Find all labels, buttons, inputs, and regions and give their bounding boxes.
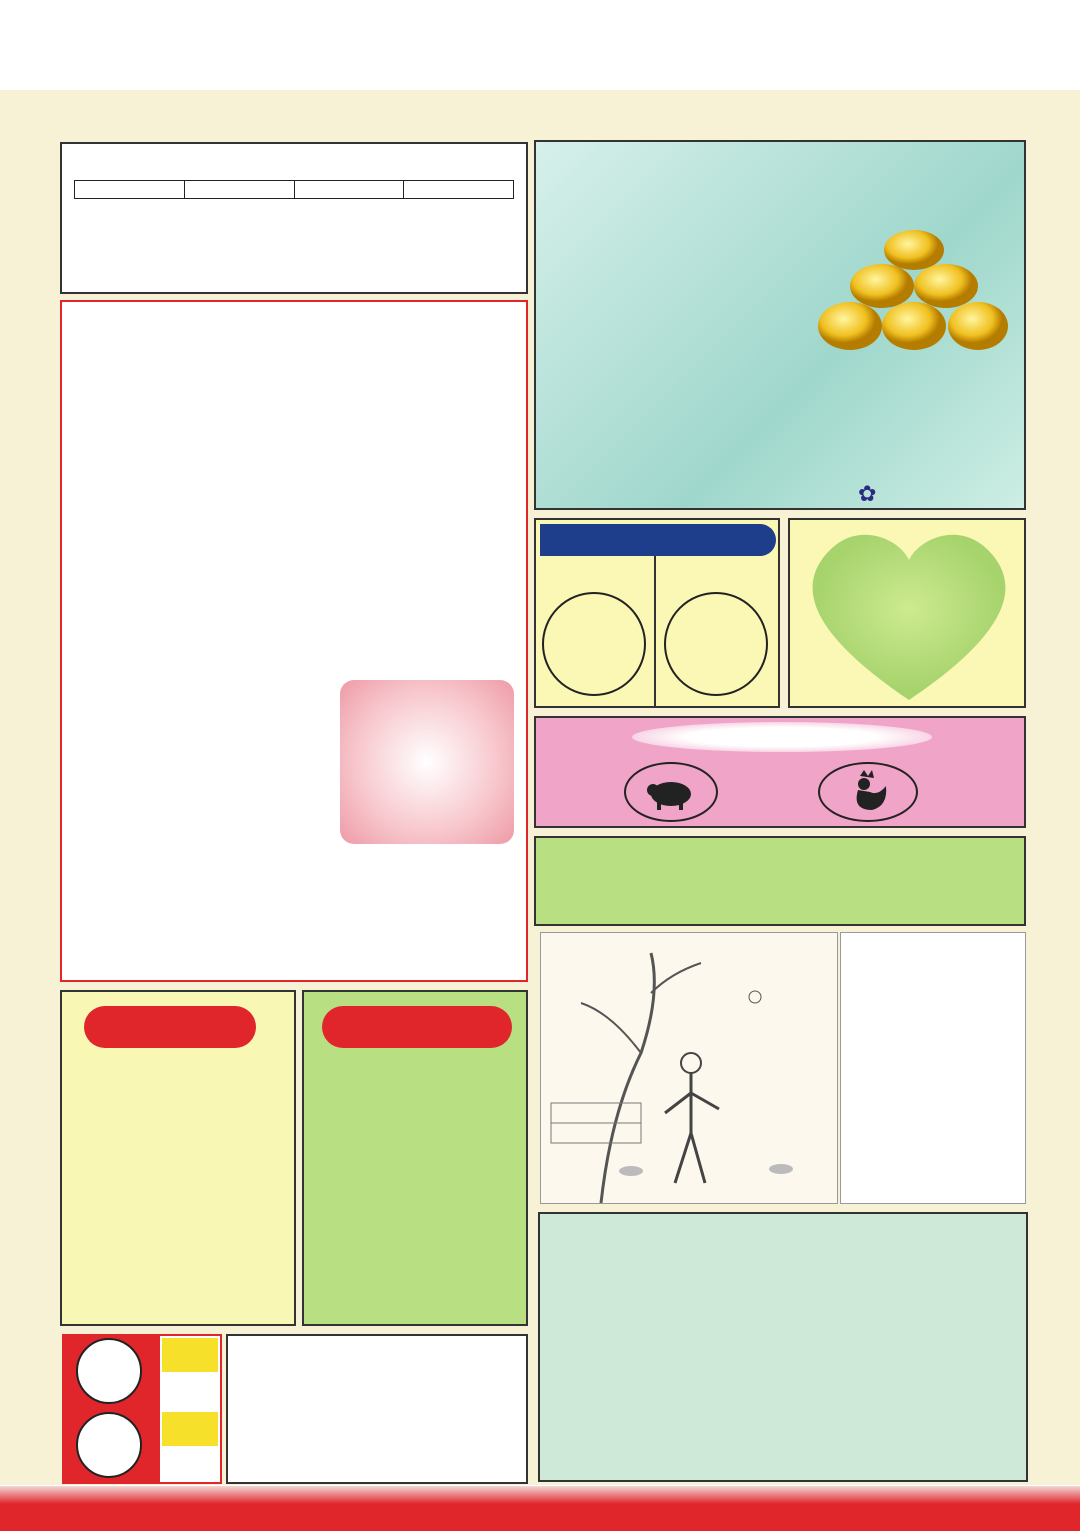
special-panel — [534, 518, 780, 708]
lucky-panel — [534, 716, 1026, 828]
flower-icon: ✿ — [858, 482, 877, 507]
special-double — [664, 592, 768, 696]
hot-table-header — [75, 181, 185, 199]
traveler-illustration-icon — [541, 933, 838, 1204]
hot-table — [74, 180, 514, 199]
banner-brand — [858, 484, 888, 506]
banner — [534, 140, 1026, 510]
lucky-animal-rooster — [818, 762, 918, 822]
meeting-paragraph — [76, 336, 512, 456]
zodiac-poem-title — [322, 1006, 512, 1048]
lucky-title — [632, 722, 932, 752]
meeting-panel — [60, 300, 528, 982]
right-brand-band — [1036, 134, 1080, 1484]
special-title — [540, 524, 776, 556]
almanac-panel — [538, 1212, 1028, 1482]
pig-icon — [643, 774, 699, 810]
special-big — [542, 592, 646, 696]
riddle-panel — [840, 932, 1026, 1204]
special-divider — [654, 556, 656, 706]
illustration — [540, 932, 838, 1204]
gold-ingots-icon — [818, 228, 1008, 358]
zodiac-poem-panel — [302, 990, 528, 1326]
resolution-line — [76, 466, 512, 495]
counter-label — [162, 1338, 218, 1372]
rooster-icon — [848, 770, 888, 814]
bottom-strip — [0, 1486, 1080, 1531]
hot-table-header — [294, 181, 404, 199]
left-brand-band — [2, 134, 46, 1484]
green-heart-panel — [788, 518, 1026, 708]
almanac-text — [540, 1230, 1026, 1274]
counters-panel — [62, 1334, 222, 1484]
lottery-balls-icon — [544, 364, 724, 509]
five-balls-panel — [534, 836, 1026, 926]
counter-ball — [76, 1338, 142, 1404]
prediction-title — [84, 1006, 256, 1048]
lucky-animal-pig — [624, 762, 718, 822]
top-brand-band — [0, 92, 1080, 136]
gold-verse-panel — [226, 1334, 528, 1484]
five-balls-row — [536, 838, 1024, 924]
counter-ball — [76, 1412, 142, 1478]
hot-table-title — [74, 148, 514, 180]
hot-table-header — [184, 181, 294, 199]
prediction-panel — [60, 990, 296, 1326]
green-heart-icon — [790, 520, 1026, 708]
hot-table-header — [404, 181, 514, 199]
counter-label — [162, 1412, 218, 1446]
hot-table-panel — [60, 142, 528, 294]
mitu-handwriting-box — [340, 680, 514, 844]
